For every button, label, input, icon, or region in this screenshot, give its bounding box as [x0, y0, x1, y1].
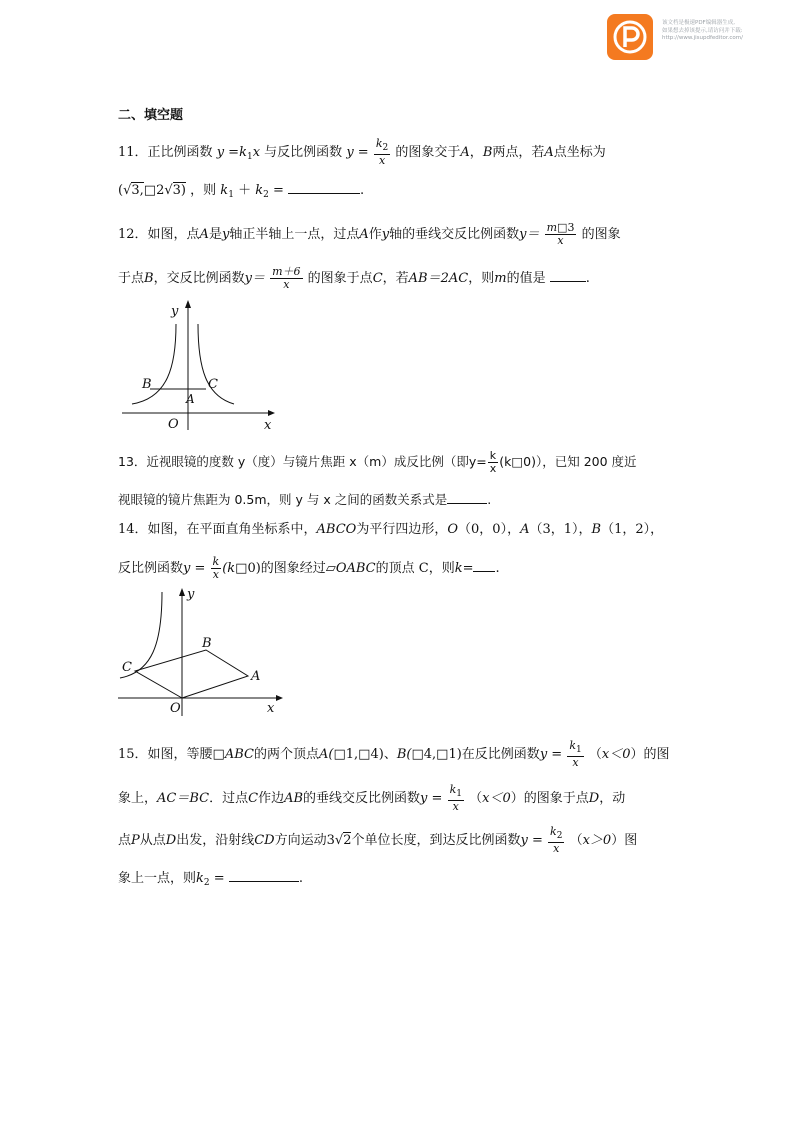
right-hyperbola-branch	[198, 324, 234, 404]
fraction: $\frac{k_2}{x}$	[375, 137, 389, 167]
fraction: $\frac{k_2}{x}$	[550, 825, 563, 855]
point-a-label: A	[186, 392, 195, 406]
question-15-line-3: 点P从点D出发，沿射线CD方向运动3√2个单位长度，到达反比例函数y = $\frac{k_2}{x}$ （x＞0）图	[118, 825, 638, 855]
question-13-line-1: 13．近视眼镜的度数 y（度）与镜片焦距 x（m）成反比例（即y= $\frac{k}{x}$ (k□0)），已知 200 度近	[118, 449, 637, 475]
question-11-line-1: 11．正比例函数 $y =k_1x$ 与反比例函数 y = $\frac{k_2}{x}$ 的图象交于A，B两点，若A点坐标为	[118, 137, 606, 167]
point-b-label: B	[142, 377, 152, 392]
origin-label: O	[168, 417, 179, 432]
fraction: $\frac{k_1}{x}$	[449, 783, 462, 813]
point-c-label: C	[122, 660, 132, 675]
fraction: $\frac{k_1}{x}$	[569, 739, 582, 769]
y-axis-label: y	[187, 587, 195, 602]
watermark-text	[662, 20, 787, 43]
x-axis-label: x	[264, 418, 272, 433]
answer-blank[interactable]	[473, 558, 495, 572]
question-13-line-2: 视眼镜的镜片焦距为 0.5m，则 y 与 x 之间的函数关系式是 .	[118, 492, 492, 507]
watermark-line: 如果想去掉该提示,请访问并下载:	[662, 27, 743, 34]
fraction: $\frac{m□3}{x}$	[546, 221, 575, 247]
watermark-link[interactable]: http://www.jisupdfeditor.com/	[662, 35, 743, 41]
answer-blank[interactable]	[288, 180, 360, 194]
question-15-line-1: 15．如图，等腰□ABC的两个顶点A(□1,□4)、B(□4,□1)在反比例函数y = $\frac{k_1}{x}$ （x＜0）的图	[118, 739, 670, 769]
x-axis-arrow	[268, 410, 275, 416]
point-c-label: C	[208, 377, 218, 392]
question-15-line-4: 象上一点，则$k_2$ = .	[118, 868, 303, 893]
question-14-line-1: 14．如图，在平面直角坐标系中，ABCO为平行四边形，O（0，0），A（3，1），B（1，2），	[118, 522, 664, 537]
parallelogram-icon: ▱	[325, 561, 336, 576]
question-11-line-2: (√3,□2√3) ，则 $k_1 + k_2$ = .	[118, 180, 364, 205]
question-14-line-2: 反比例函数y = $\frac{k}{x}$ (k□0)的图象经过▱OABC的顶点 C，则k= .	[118, 555, 500, 581]
answer-blank[interactable]	[229, 868, 299, 882]
y-axis-arrow	[185, 300, 191, 308]
fraction: $\frac{k}{x}$	[212, 555, 220, 581]
answer-blank[interactable]	[550, 268, 586, 282]
fraction: $\frac{m+6}{x}$	[272, 265, 301, 291]
point-a-label: A	[251, 669, 261, 684]
y-axis-label: y	[171, 304, 179, 319]
watermark-line: 该文档是极速PDF编辑器生成,	[662, 20, 735, 26]
pdf-editor-logo-icon	[607, 14, 653, 60]
question-15-line-2: 象上，AC＝BC．过点C作边AB的垂线交反比例函数y = $\frac{k_1}{x}$ （x＜0）的图象于点D，动	[118, 783, 626, 813]
section-title: 二、填空题	[118, 108, 184, 123]
answer-blank[interactable]	[447, 490, 487, 504]
origin-label: O	[170, 701, 181, 716]
parallelogram-oabc	[135, 650, 248, 698]
question-12-line-1: 12．如图，点A是y轴正半轴上一点，过点A作y轴的垂线交反比例函数y＝ $\frac{m□3}{x}$ 的图象	[118, 221, 621, 247]
left-hyperbola-branch	[132, 324, 176, 404]
figure-14-graph	[118, 584, 293, 716]
figure-12-graph	[118, 296, 288, 436]
question-12-line-2: 于点B，交反比例函数y＝ $\frac{m+6}{x}$ 的图象于点C，若AB＝2AC，则m的值是 .	[118, 265, 590, 291]
y-axis-arrow	[179, 588, 185, 596]
point-b-label: B	[202, 636, 212, 651]
x-axis-arrow	[276, 695, 283, 701]
fraction: $\frac{k}{x}$	[489, 449, 497, 475]
x-axis-label: x	[267, 701, 275, 716]
